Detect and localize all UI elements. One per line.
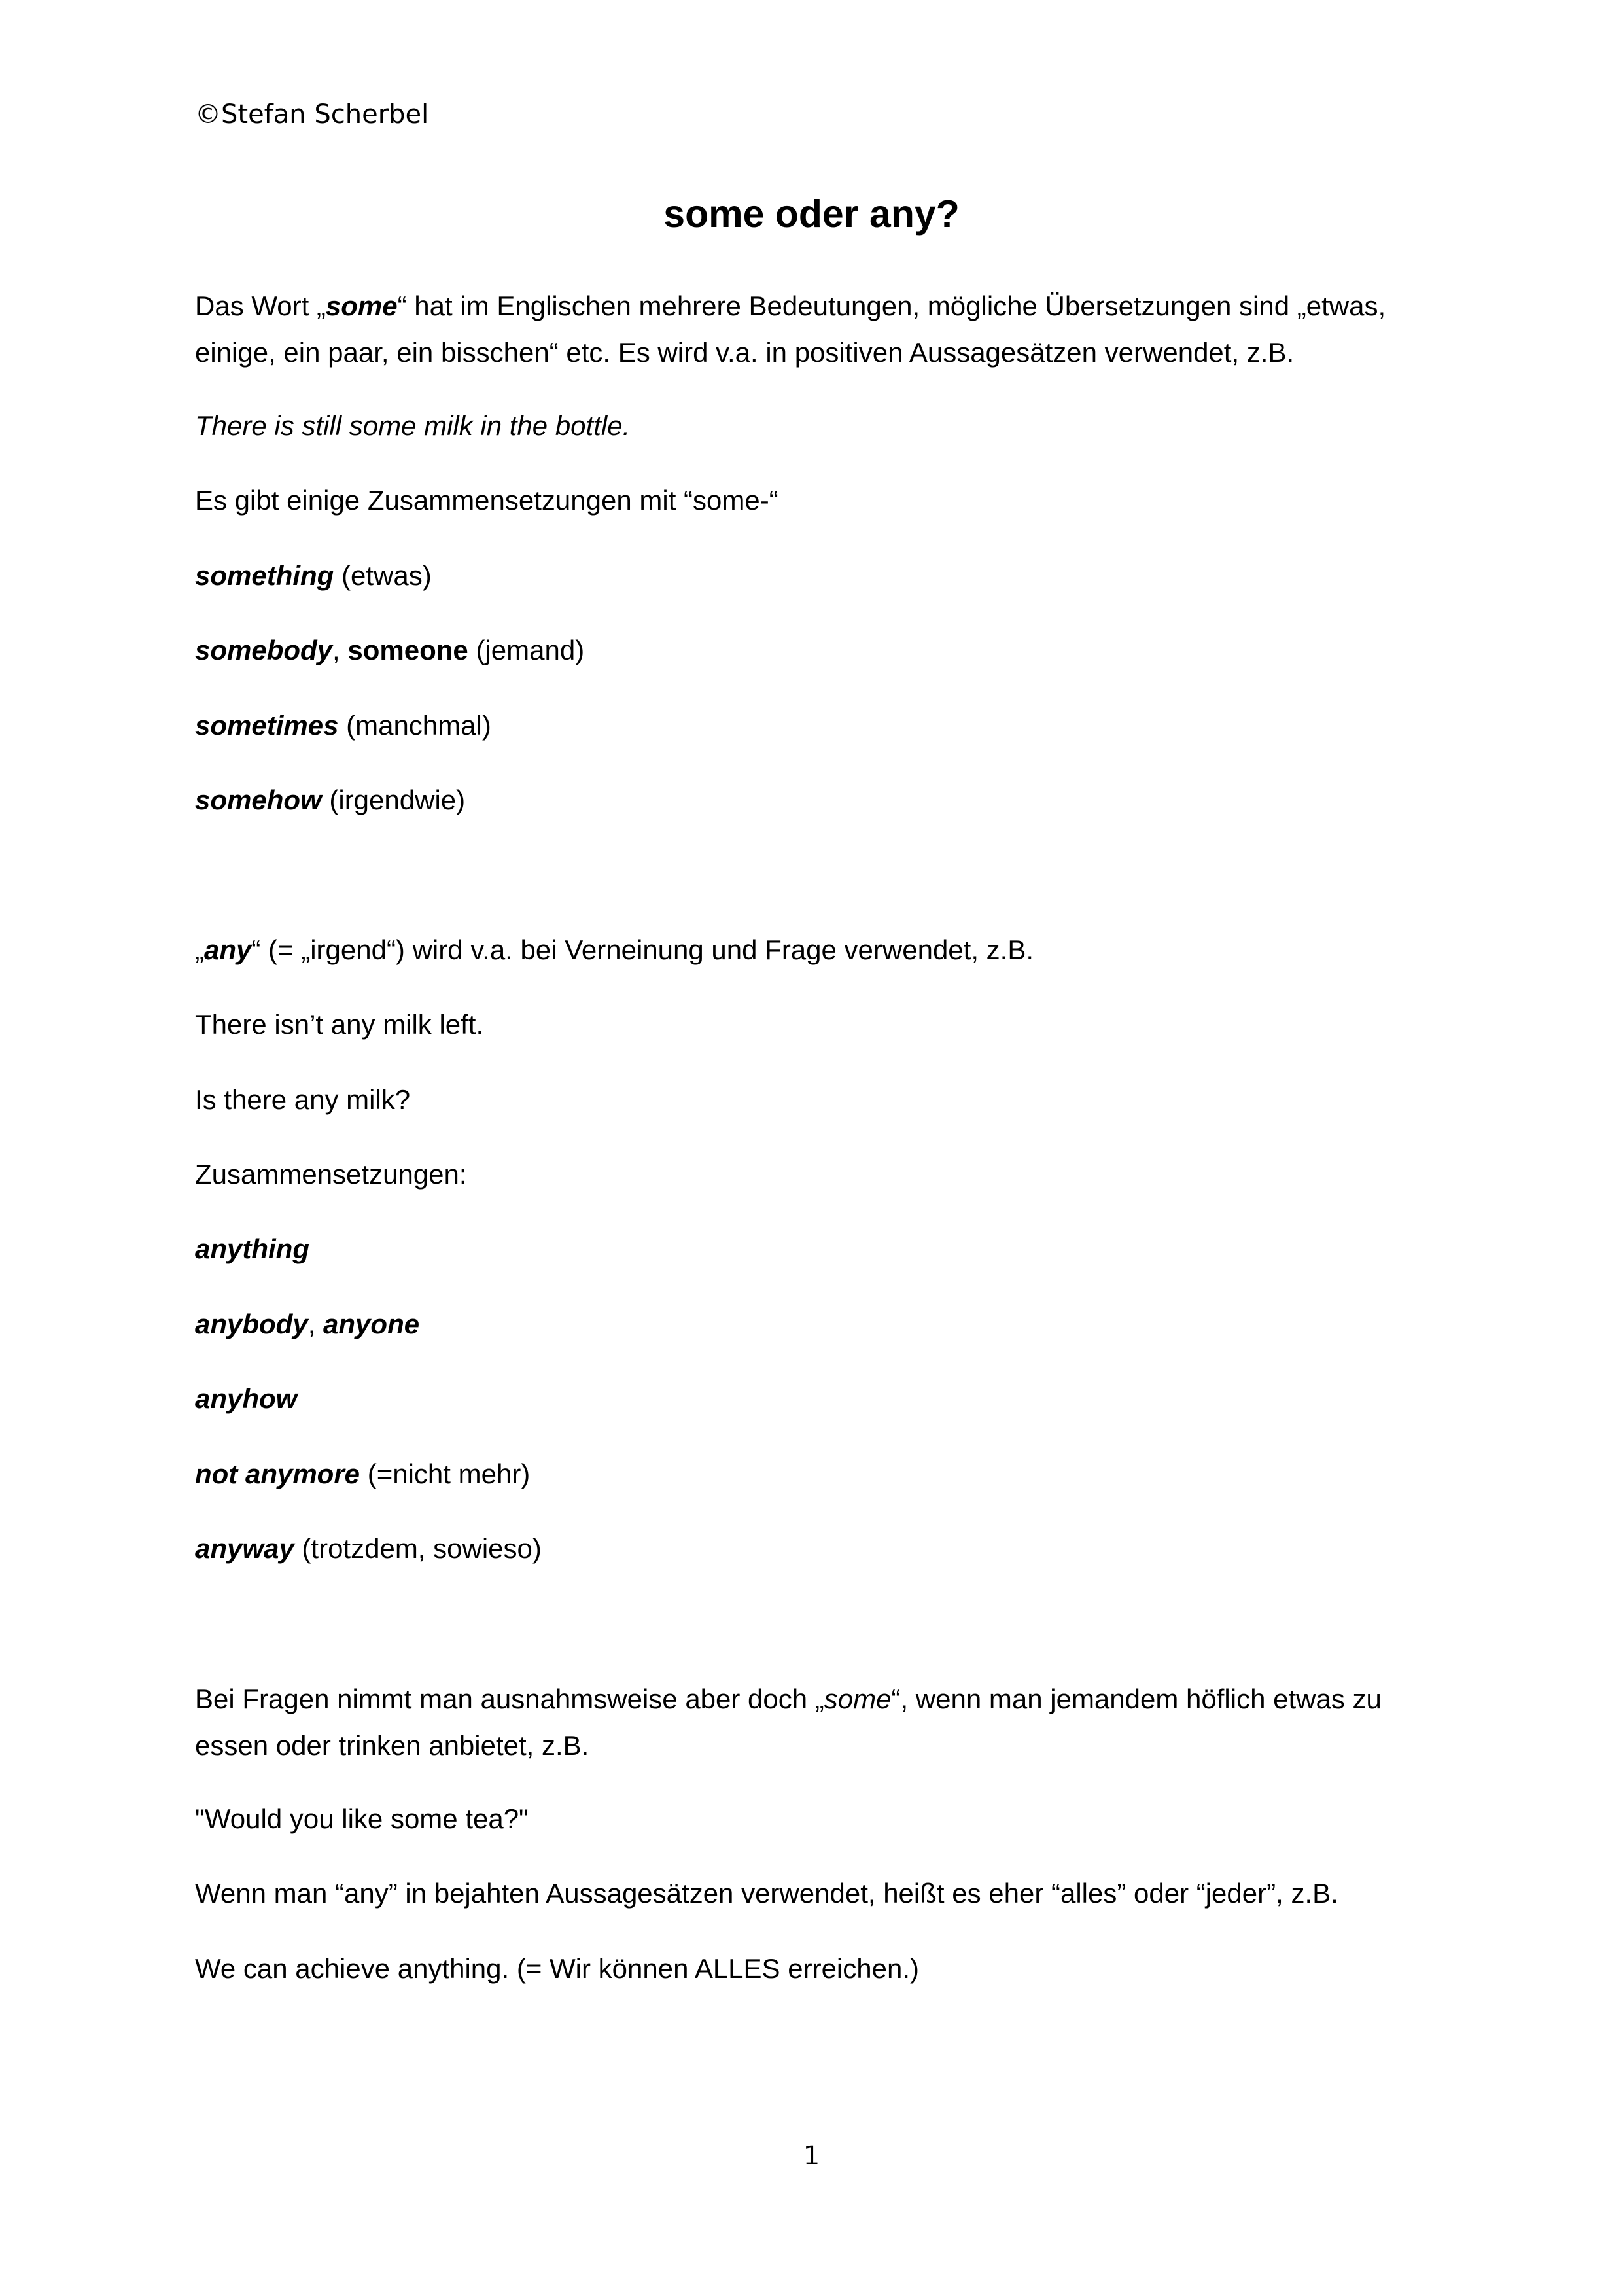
compound-anybody bbox=[195, 1308, 1431, 1341]
compound-something bbox=[195, 559, 1431, 592]
compound-translation: (=nicht mehr) bbox=[360, 1458, 531, 1489]
offer-word: some bbox=[824, 1684, 892, 1714]
compound-word: somehow bbox=[195, 785, 322, 815]
compound-anyway bbox=[195, 1532, 1431, 1565]
offer-example: "Would you like some tea?" bbox=[195, 1803, 529, 1834]
compound-somehow bbox=[195, 784, 1431, 817]
copyright-header: ©Stefan Scherbel bbox=[195, 99, 429, 130]
any-intro-paragraph bbox=[195, 934, 1431, 966]
some-example: There is still some milk in the bottle. bbox=[195, 410, 631, 441]
compound-word: not anymore bbox=[195, 1458, 360, 1489]
compound-word: somebody bbox=[195, 635, 333, 665]
any-positive-paragraph: Wenn man “any” in bejahten Aussagesätzen verwendet, heißt es eher “alles” oder “jeder”, z.B. bbox=[195, 1878, 1338, 1909]
offer-text-2: “, wenn man jemandem höflich etwas zu essen oder trinken anbietet, z.B. bbox=[195, 1684, 1382, 1761]
any-positive-example: We can achieve anything. (= Wir können ALLES erreichen.) bbox=[195, 1953, 919, 1984]
compound-word: anyhow bbox=[195, 1383, 298, 1414]
compound-somebody bbox=[195, 634, 1431, 667]
any-intro-word: any bbox=[204, 934, 252, 965]
compound-separator: , bbox=[332, 635, 348, 665]
some-intro-word: some bbox=[325, 291, 398, 321]
some-intro-text-2: “ hat im Englischen mehrere Bedeutungen, mögliche Übersetzungen sind „etwas, einige, ein paar, ein bisschen“ etc. Es wird v.a. in positiven Aussagesätzen verwendet, z.B. bbox=[195, 291, 1386, 368]
compound-word: anyway bbox=[195, 1533, 294, 1564]
compound-translation: (etwas) bbox=[334, 560, 432, 591]
compound-anyhow bbox=[195, 1383, 1431, 1415]
some-intro-text-1: Das Wort „ bbox=[195, 291, 326, 321]
page-number: 1 bbox=[803, 2141, 820, 2171]
compound-separator: , bbox=[307, 1309, 324, 1339]
compound-word: sometimes bbox=[195, 710, 339, 741]
any-example-2: Is there any milk? bbox=[195, 1084, 411, 1115]
compound-anything bbox=[195, 1233, 1431, 1265]
some-compounds-intro: Es gibt einige Zusammensetzungen mit “some-“ bbox=[195, 485, 778, 516]
compound-word: someone bbox=[347, 635, 468, 665]
compound-translation: (jemand) bbox=[468, 635, 585, 665]
some-intro-paragraph bbox=[195, 283, 1431, 376]
compound-word: anybody bbox=[195, 1309, 308, 1339]
compound-translation: (manchmal) bbox=[338, 710, 491, 741]
compound-word: anyone bbox=[323, 1309, 420, 1339]
compound-translation: (irgendwie) bbox=[321, 785, 466, 815]
compound-sometimes bbox=[195, 709, 1431, 742]
compound-translation: (trotzdem, sowieso) bbox=[294, 1533, 542, 1564]
some-offer-paragraph bbox=[195, 1676, 1431, 1769]
compound-word: anything bbox=[195, 1233, 309, 1264]
any-example-1: There isn’t any milk left. bbox=[195, 1009, 484, 1040]
page-title: some oder any? bbox=[663, 192, 960, 236]
any-intro-text-1: „ bbox=[195, 934, 204, 965]
compound-word: something bbox=[195, 560, 334, 591]
offer-text-1: Bei Fragen nimmt man ausnahmsweise aber doch „ bbox=[195, 1684, 824, 1714]
any-compounds-intro: Zusammensetzungen: bbox=[195, 1159, 467, 1190]
compound-not-anymore bbox=[195, 1458, 1431, 1491]
any-intro-text-2: “ (= „irgend“) wird v.a. bei Verneinung und Frage verwendet, z.B. bbox=[251, 934, 1034, 965]
